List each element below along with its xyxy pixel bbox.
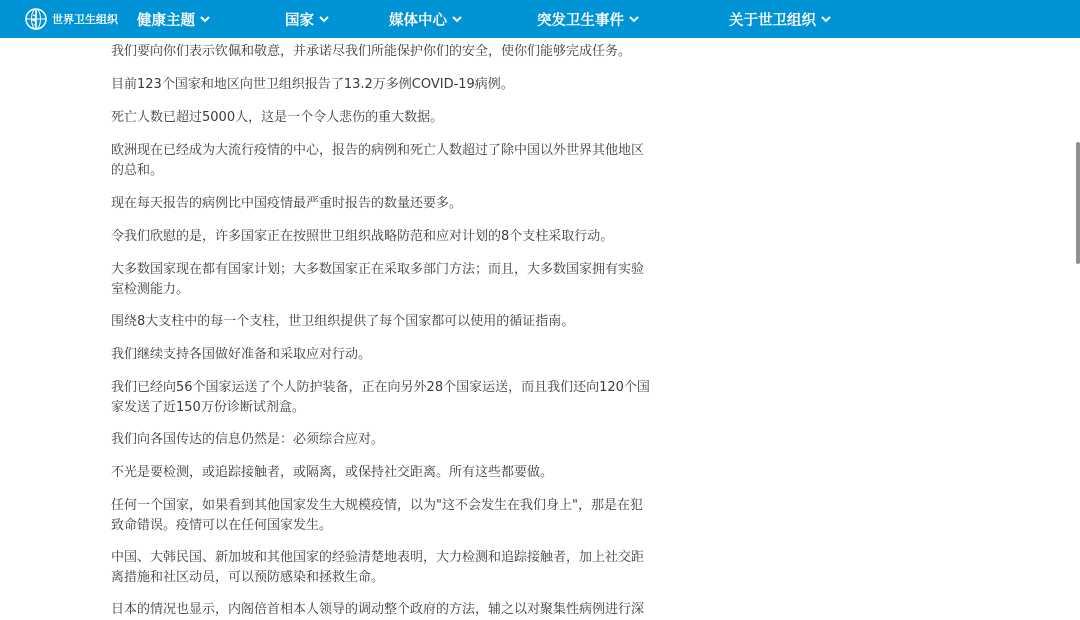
who-emblem-icon	[24, 7, 48, 31]
article-paragraph: 不光是要检测，或追踪接触者，或隔离，或保持社交距离。所有这些都要做。	[111, 465, 554, 480]
article-paragraph: 日本的情况也显示，内阁倍首相本人领导的调动整个政府的方法，辅之以对聚集性病例进行深	[111, 602, 645, 617]
chevron-down-icon	[200, 16, 210, 23]
vertical-scrollbar[interactable]	[1076, 142, 1080, 264]
nav-label: 媒体中心	[389, 12, 447, 29]
chevron-down-icon	[821, 16, 831, 23]
chevron-down-icon	[452, 16, 462, 23]
article-paragraph: 欧洲现在已经成为大流行疫情的中心，报告的病例和死亡人数超过了除中国以外世界其他地区的总和。	[111, 143, 645, 178]
nav-emergencies[interactable]	[537, 0, 639, 38]
article-paragraph: 令我们欣慰的是，许多国家正在按照世卫组织战略防范和应对计划的8个支柱采取行动。	[111, 229, 614, 244]
nav-countries[interactable]	[285, 0, 329, 38]
article-paragraph: 任何一个国家，如果看到其他国家发生大规模疫情，以为"这不会发生在我们身上"，那是在犯致命错误。疫情可以在任何国家发生。	[111, 498, 643, 533]
article-paragraph: 现在每天报告的病例比中国疫情最严重时报告的数量还要多。	[111, 196, 463, 211]
article-paragraph: 围绕8大支柱中的每一个支柱，世卫组织提供了每个国家都可以使用的循证指南。	[111, 314, 575, 329]
article-paragraph: 目前123个国家和地区向世卫组织报告了13.2万多例COVID-19病例。	[111, 77, 514, 92]
nav-label: 健康主题	[137, 12, 195, 29]
article-paragraph: 我们继续支持各国做好准备和采取应对行动。	[111, 347, 372, 362]
article-paragraph: 中国、大韩民国、新加坡和其他国家的经验清楚地表明，大力检测和追踪接触者，加上社交距离措施和社区动员，可以预防感染和拯救生命。	[111, 550, 645, 585]
nav-media-centre[interactable]	[389, 0, 462, 38]
logo-text: 世界卫生组织	[52, 13, 118, 26]
article-paragraph: 死亡人数已超过5000人，这是一个令人悲伤的重大数据。	[111, 110, 444, 125]
chevron-down-icon	[629, 16, 639, 23]
top-navigation-bar	[0, 0, 1080, 38]
nav-label: 关于世卫组织	[729, 12, 816, 29]
nav-about-who[interactable]	[729, 0, 831, 38]
article-paragraph: 我们已经向56个国家运送了个人防护装备，正在向另外28个国家运送，而且我们还向120个国家发送了近150万份诊断试剂盒。	[111, 380, 650, 415]
who-logo-link[interactable]	[24, 5, 118, 33]
article-paragraph: 我们向各国传达的信息仍然是：必须综合应对。	[111, 432, 385, 447]
nav-label: 突发卫生事件	[537, 12, 624, 29]
nav-health-topics[interactable]	[137, 0, 210, 38]
article-paragraph: 我们要向你们表示钦佩和敬意，并承诺尽我们所能保护你们的安全，使你们能够完成任务。	[111, 44, 632, 59]
article-paragraph: 大多数国家现在都有国家计划；大多数国家正在采取多部门方法；而且，大多数国家拥有实验室检测能力。	[111, 262, 645, 297]
chevron-down-icon	[319, 16, 329, 23]
nav-label: 国家	[285, 12, 314, 29]
